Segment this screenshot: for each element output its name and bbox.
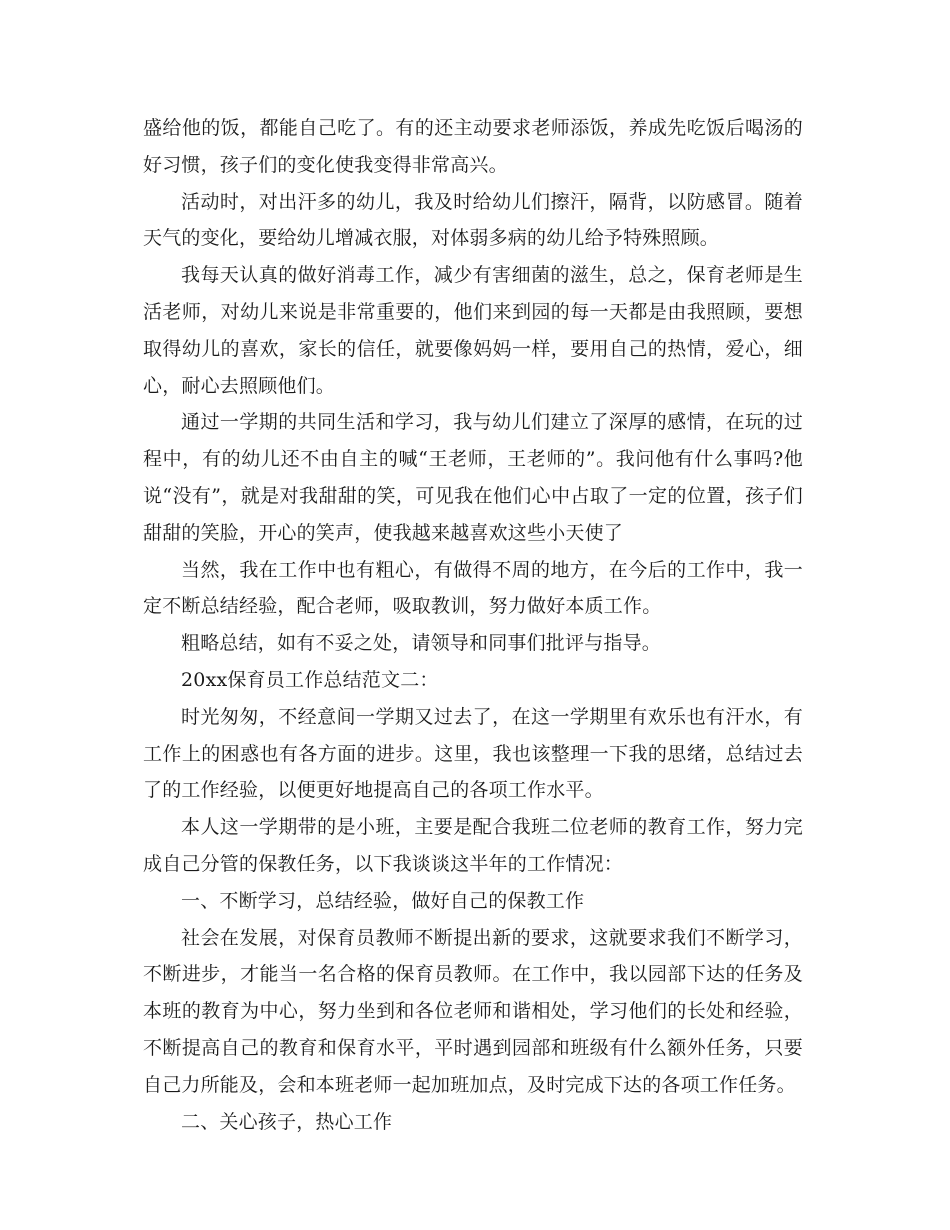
paragraph-disinfection: 我每天认真的做好消毒工作，减少有害细菌的滋生，总之，保育老师是生活老师，对幼儿来说是非常重要的，他们来到园的每一天都是由我照顾，要想取得幼儿的喜欢，家长的信任，就要像妈妈一样，要用自己的热情，爱心，细心，耐心去照顾他们。 — [143, 264, 803, 397]
heading-learning: 一、不断学习，总结经验，做好自己的保教工作 — [181, 889, 585, 912]
paragraph-improvement: 当然，我在工作中也有粗心，有做得不周的地方，在今后的工作中，我一定不断总结经验，配合老师，吸取教训，努力做好本质工作。 — [143, 558, 803, 618]
document-body — [143, 110, 803, 1140]
paragraph-relationship: 通过一学期的共同生活和学习，我与幼儿们建立了深厚的感情，在玩的过程中，有的幼儿还不由自主的喊“王老师，王老师的”。我问他有什么事吗?他说“没有”，就是对我甜甜的笑，可见我在他们心中占取了一定的位置，孩子们甜甜的笑脸，开心的笑声，使我越来越喜欢这些小天使了 — [143, 411, 803, 544]
paragraph-learning: 社会在发展，对保育员教师不断提出新的要求，这就要求我们不断学习，不断进步，才能当一名合格的保育员教师。在工作中，我以园部下达的任务及本班的教育为中心，努力坐到和各位老师和谐相处，学习他们的长处和经验，不断提高自己的教育和保育水平，平时遇到园部和班级有什么额外任务，只要自己力所能及，会和本班老师一起加班加点，及时完成下达的各项工作任务。 — [143, 926, 803, 1096]
paragraph-class-duties: 本人这一学期带的是小班，主要是配合我班二位老师的教育工作，努力完成自己分管的保教任务，以下我谈谈这半年的工作情况： — [143, 816, 803, 875]
paragraph-intro: 时光匆匆，不经意间一学期又过去了，在这一学期里有欢乐也有汗水，有工作上的困惑也有各方面的进步。这里，我也该整理一下我的思绪，总结过去了的工作经验，以便更好地提高自己的各项工作水平。 — [143, 705, 803, 802]
paragraph-continuation: 盛给他的饭，都能自己吃了。有的还主动要求老师添饭，养成先吃饭后喝汤的好习惯，孩子们的变化使我变得非常高兴。 — [143, 117, 803, 176]
paragraph-closing: 粗略总结，如有不妥之处，请领导和同事们批评与指导。 — [181, 632, 662, 655]
heading-caring: 二、关心孩子，热心工作 — [181, 1110, 393, 1133]
paragraph-activity-care: 活动时，对出汗多的幼儿，我及时给幼儿们擦汗，隔背，以防感冒。随着天气的变化，要给幼儿增减衣服，对体弱多病的幼儿给予特殊照顾。 — [143, 190, 803, 250]
section-title-sample-two: 20xx保育员工作总结范文二： — [181, 668, 439, 691]
